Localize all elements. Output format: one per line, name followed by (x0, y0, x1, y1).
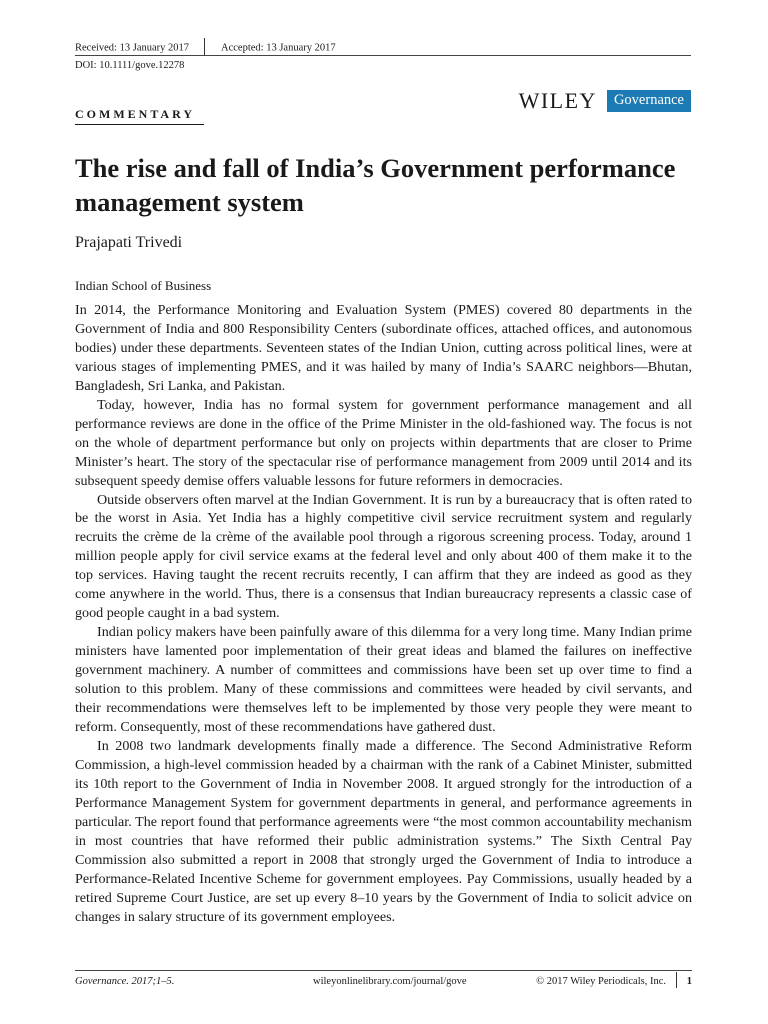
citation: Governance. 2017;1–5. (75, 976, 175, 987)
journal-badge: Governance (607, 90, 691, 112)
section-label: COMMENTARY (75, 107, 196, 121)
paragraph: In 2014, the Performance Monitoring and Evaluation System (PMES) covered 80 departments in the Government of India and 800 Responsibility Centers (subordinate offices, attached offices, and autonomous bodies) under these departments. Seventeen states of the Indian Union, cutting across political lines, were at various stages of implementing PMES, and it was hailed by many of India’s SAARC neighbors—Bhutan, Bangladesh, Sri Lanka, and Pakistan. (75, 302, 692, 394)
accepted-date: Accepted: 13 January 2017 (221, 42, 336, 54)
article-body (75, 301, 692, 926)
paragraph: Indian policy makers have been painfully aware of this dilemma for a very long time. Many Indian prime ministers have lamented poor implementation of their great ideas and blamed the failures on ineffective government machinery. A number of committees and commissions have been set up over time to find a solution to this problem. Many of these commissions and committees were headed by civil servants, and their recommendations were themselves left to be implemented by those very people they were meant to reform. Consequently, most of these recommendations have gathered dust. (75, 624, 692, 735)
paragraph: In 2008 two landmark developments finally made a difference. The Second Administrative Reform Commission, a high-level commission headed by a chairman with the rank of a Cabinet Minister, submitted its 10th report to the Government of India in November 2008. It argued strongly for the introduction of a Performance Management System for government departments in general, and performance agreements in particular. The report found that performance agreements were “the most common accountability mechanism in most countries that have reformed their public administration systems.” The Sixth Central Pay Commission also submitted a report in 2008 that strongly urged the Government of India to introduce a Performance-Related Incentive Scheme for government employees. Pay Commissions, usually headed by a retired Supreme Court Justice, are set up every 8–10 years by the Government of India to solicit advice on changes in salary structure of its government employees. (75, 737, 692, 925)
footer-separator (676, 972, 677, 988)
section-rule (75, 124, 204, 125)
date-separator (204, 38, 205, 56)
page-number: 1 (686, 976, 692, 987)
received-date: Received: 13 January 2017 (75, 42, 190, 54)
doi[interactable]: DOI: 10.1111/gove.12278 (75, 60, 185, 71)
article-title: The rise and fall of India’s Government performance management system (75, 153, 676, 217)
copyright: © 2017 Wiley Periodicals, Inc. (536, 976, 666, 987)
author-affiliation: Indian School of Business (75, 278, 212, 293)
author-name: Prajapati Trivedi (75, 234, 183, 251)
wiley-logo: WILEY (518, 88, 597, 113)
footer-rule (75, 970, 692, 971)
journal-logo (519, 88, 691, 114)
header-rule (75, 55, 691, 56)
paragraph: Today, however, India has no formal system for government performance management and all performance reviews are done in the office of the Prime Minister in the old-fashioned way. The focus is not on the whole of department performance but only on projects within departments that are closer to Prime Minister’s heart. The story of the spectacular rise of performance management from 2009 until 2014 and its subsequent speedy demise offers valuable lessons for future reformers in democracies. (75, 396, 692, 489)
journal-url[interactable]: wileyonlinelibrary.com/journal/gove (313, 976, 467, 987)
paragraph: Outside observers often marvel at the Indian Government. It is run by a bureaucracy that is often rated to be the worst in Asia. Yet India has a highly competitive civil service recruitment system and regularly recruits the crème de la crème of the available pool through a rigorous screening process. Today, around 1 million people apply for civil service exams at the federal level and only about 400 of them make it to the top services. Having taught the recent recruits recently, I can affirm that they are indeed as good as they come anywhere in the world. Thus, there is a consensus that Indian bureaucracy represents a classic case of good people caught in a bad system. (75, 491, 692, 622)
